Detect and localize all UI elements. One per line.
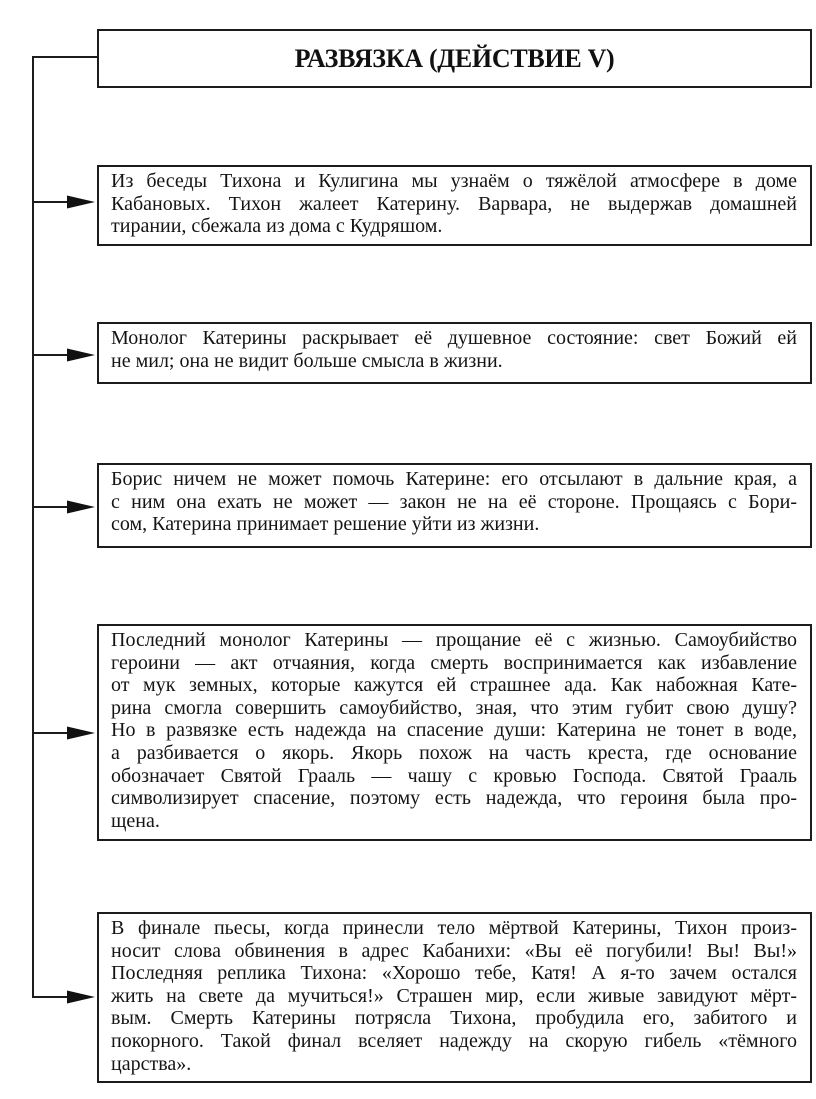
text-line: героини — акт отчаяния, когда смерть воспринимается как избавление: [111, 651, 797, 674]
text-line: сом, Катерина принимает решение уйти из жизни.: [111, 513, 540, 536]
event-box-3: [97, 463, 812, 548]
text-line: щена.: [111, 809, 160, 832]
text-line: тирании, сбежала из дома с Кудряшом.: [111, 215, 443, 238]
text-line: вым. Смерть Катерины потрясла Тихона, пробудила его, забитого и: [111, 1007, 797, 1030]
event-box-1: [97, 165, 812, 246]
connector-arrow-3: [32, 501, 95, 514]
text-line: рина смогла совершить самоубийство, зная, что этим губит свою душу?: [111, 696, 797, 719]
title-box: [97, 29, 812, 88]
connector-arrow-2: [32, 349, 95, 362]
event-box-4: [97, 624, 812, 841]
arrow-right-icon: [67, 196, 95, 209]
text-line: не мил; она не видит больше смысла в жизни.: [111, 349, 503, 372]
event-box-5: [97, 912, 812, 1083]
connector-arrow-1: [32, 196, 95, 209]
text-line: жить на свете да мучиться!» Страшен мир, если живые завидуют мёрт-: [111, 984, 797, 1007]
arrow-right-icon: [67, 349, 95, 362]
text-line: Монолог Катерины раскрывает её душевное состояние: свет Божий ей: [111, 327, 797, 349]
text-line: с ним она ехать не может — закон не на её стороне. Прощаясь с Бори-: [111, 490, 797, 513]
diagram-title: РАЗВЯЗКА (ДЕЙСТВИЕ V): [294, 43, 615, 73]
text-line: Последняя реплика Тихона: «Хорошо тебе, Катя! А я-то зачем остался: [111, 962, 797, 985]
text-line: покорного. Такой финал вселяет надежду на скорую гибель «тёмного: [111, 1029, 797, 1052]
text-line: царства».: [111, 1052, 192, 1075]
text-line: Борис ничем не может помочь Катерине: его отсылают в дальние края, а: [111, 468, 797, 490]
text-line: Кабановых. Тихон жалеет Катерину. Варвара, не выдержав домашней: [111, 192, 797, 215]
text-line: Последний монолог Катерины — прощание её с жизнью. Самоубийство: [111, 629, 797, 651]
text-line: В финале пьесы, когда принесли тело мёртвой Катерины, Тихон произ-: [111, 917, 797, 939]
arrow-right-icon: [67, 501, 95, 514]
connector-arrow-4: [32, 727, 95, 740]
text-line: символизирует спасение, поэтому есть надежда, что героиня была про-: [111, 787, 797, 810]
text-line: а разбивается о якорь. Якорь похож на часть креста, где основание: [111, 741, 797, 764]
event-box-2: [97, 322, 812, 384]
text-line: обозначает Святой Грааль — чашу с кровью Господа. Святой Грааль: [111, 764, 797, 787]
connector-arrow-5: [32, 991, 95, 1004]
text-line: от мук земных, которые кажутся ей страшнее ада. Как набожная Кате-: [111, 674, 797, 697]
arrow-right-icon: [67, 991, 95, 1004]
text-line: Но в развязке есть надежда на спасение души: Катерина не тонет в воде,: [111, 719, 797, 742]
text-line: носит слова обвинения в адрес Кабанихи: «Вы её погубили! Вы! Вы!»: [111, 939, 797, 962]
arrow-right-icon: [67, 727, 95, 740]
text-line: Из беседы Тихона и Кулигина мы узнаём о тяжёлой атмосфере в доме: [111, 170, 797, 192]
